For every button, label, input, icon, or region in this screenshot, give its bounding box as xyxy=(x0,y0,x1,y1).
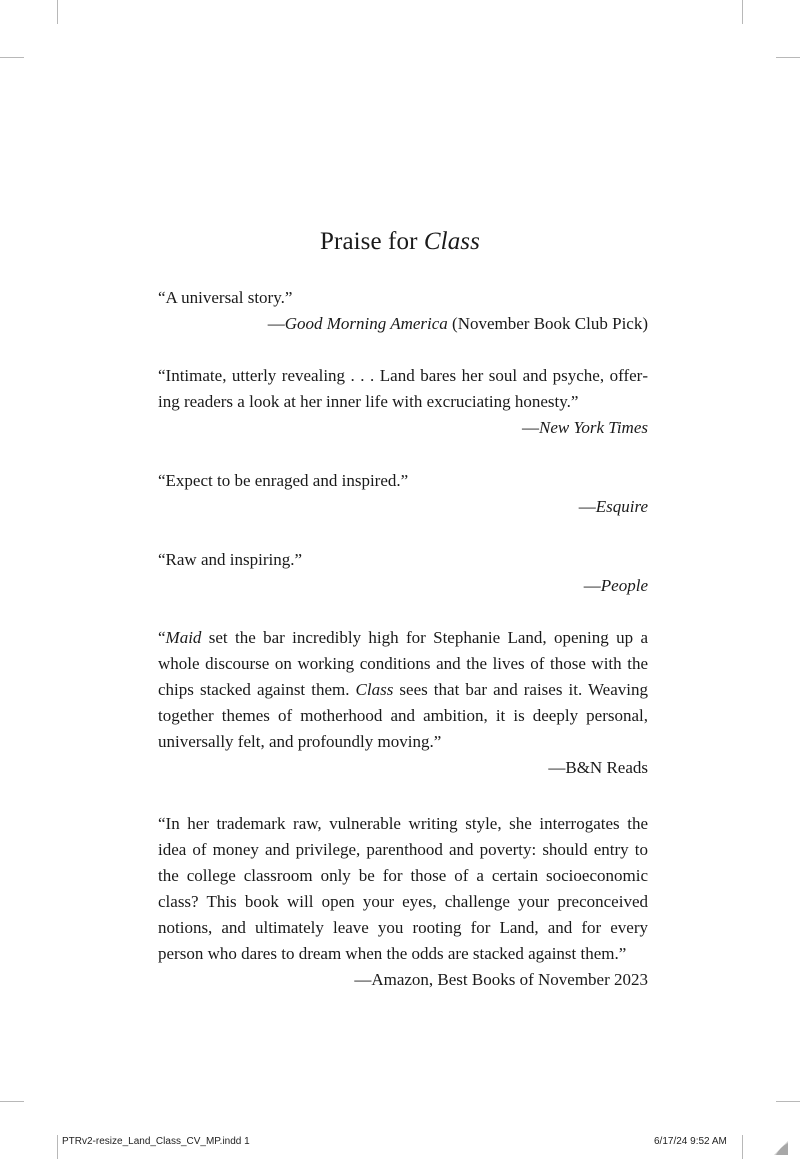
quote-block-2 xyxy=(158,363,648,441)
crop-mark-left-bottom xyxy=(0,1101,24,1102)
crop-mark-bottom-right xyxy=(742,1135,743,1159)
title-book: Class xyxy=(423,228,480,255)
quote-attribution: —Good Morning America (November Book Club Pick) xyxy=(267,314,648,333)
quote-block-6 xyxy=(158,811,648,993)
slug-filename: PTRv2-resize_Land_Class_CV_MP.indd 1 xyxy=(62,1136,250,1147)
quote-attribution: —Esquire xyxy=(578,497,648,516)
crop-mark-bottom-left xyxy=(57,1135,58,1159)
quote-block-3 xyxy=(158,468,648,520)
quote-text: “Raw and inspiring.” xyxy=(158,550,302,569)
book-title-class: Class xyxy=(355,680,394,699)
crop-mark-left-top xyxy=(0,57,24,58)
crop-mark-top-right xyxy=(742,0,743,24)
quote-block-5 xyxy=(158,625,648,781)
quote-text: “Intimate, utterly revealing . . . Land bares her soul and psyche, offering readers a look at her inner life with excruciating honesty.” xyxy=(158,366,648,411)
quote-text: “Expect to be enraged and inspired.” xyxy=(158,471,409,490)
quote-attribution: —B&N Reads xyxy=(548,758,648,777)
book-title-maid: Maid xyxy=(165,628,202,647)
quote-text: “A universal story.” xyxy=(158,288,293,307)
crop-mark-right-bottom xyxy=(776,1101,800,1102)
quote-block-4 xyxy=(158,547,648,599)
crop-mark-top-left xyxy=(57,0,58,24)
quote-attribution: —New York Times xyxy=(522,418,648,437)
quote-block-1 xyxy=(158,285,648,337)
quote-text: “Maid set the bar incredibly high for Stephanie Land, opening up a whole discourse on working conditions and the lives of those with the chips stacked against them. Class sees that bar and raises it. Weaving together themes of motherhood and ambition, it is deeply personal, universally felt, and profoundly moving.” xyxy=(158,628,648,751)
quote-attribution: —People xyxy=(583,576,648,595)
page-title xyxy=(0,226,800,258)
crop-mark-right-top xyxy=(776,57,800,58)
title-prefix: Praise for xyxy=(320,228,424,255)
quote-text: “In her trademark raw, vulnerable writing style, she interrogates the idea of money and privilege, parenthood and poverty: should entry to the college classroom only be for those of a certain socioeconomic class? This book will open your eyes, challenge your preconceived notions, and ultimately leave you rooting for Land, and for every person who dares to dream when the odds are stacked against them.” xyxy=(158,814,648,963)
page-curl-icon xyxy=(774,1141,788,1155)
quote-attribution: —Amazon, Best Books of November 2023 xyxy=(354,970,648,989)
slug-timestamp: 6/17/24 9:52 AM xyxy=(654,1136,727,1147)
